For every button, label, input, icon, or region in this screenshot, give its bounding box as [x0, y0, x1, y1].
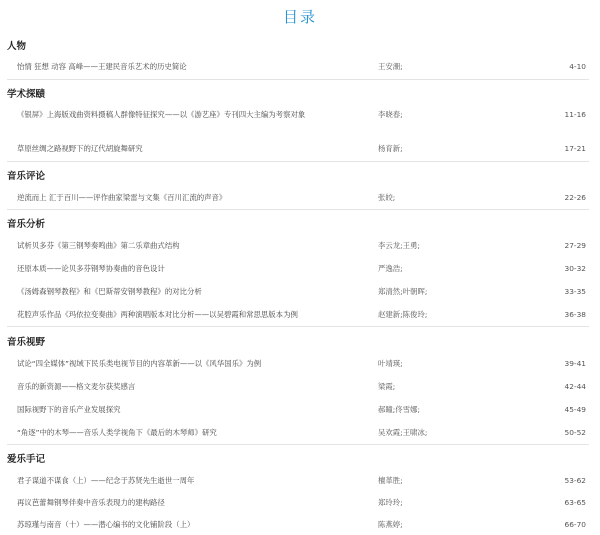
entry-title[interactable]: 还原本质——论贝多芬钢琴协奏曲的音色设计 [17, 264, 165, 273]
entry-title[interactable]: 逆流而上 汇于百川——评作曲家梁雷与文集《百川汇流的声音》 [17, 193, 227, 202]
entry-author: 梁霞; [378, 382, 396, 391]
entry-pages: 63-65 [564, 498, 586, 507]
section-heading: 学术探赜 [7, 89, 46, 100]
section-heading: 音乐分析 [7, 219, 46, 230]
entry-pages: 30-32 [564, 264, 586, 273]
entry-author: 叶靖瑛; [378, 359, 403, 368]
entry-pages: 4-10 [569, 62, 586, 71]
entry-author: 李云龙;王勇; [378, 241, 420, 250]
entry-author: 郑清然;叶朝晖; [378, 287, 428, 296]
entry-pages: 17-21 [564, 144, 586, 153]
entry-title[interactable]: 音乐的新资源——格文麦尔获奖感言 [17, 382, 136, 391]
entry-author: 赵建新;陈俊玲; [378, 310, 428, 319]
section-heading: 音乐视野 [7, 337, 46, 348]
divider [7, 161, 589, 162]
entry-author: 郑玲玲; [378, 498, 403, 507]
entry-title[interactable]: 君子谋道不谋食（上）——纪念于苏贤先生逝世一周年 [17, 476, 195, 485]
entry-pages: 36-38 [564, 310, 586, 319]
section-heading: 爱乐手记 [7, 454, 46, 465]
entry-title[interactable]: 试析贝多芬《第三钢琴奏鸣曲》第二乐章曲式结构 [17, 241, 180, 250]
entry-pages: 42-44 [564, 382, 586, 391]
entry-pages: 33-35 [564, 287, 586, 296]
divider [7, 326, 589, 327]
entry-title[interactable]: 《银屏》上海版戏曲资料摄稿人群像特征探究——以《游艺座》专刊四大主编为考察对象 [17, 110, 306, 119]
entry-title[interactable]: 试论“四全媒体”视域下民乐类电视节目的内容革新——以《风华国乐》为例 [17, 359, 262, 368]
entry-pages: 39-41 [564, 359, 586, 368]
entry-pages: 27-29 [564, 241, 586, 250]
entry-author: 檀革胜; [378, 476, 403, 485]
entry-title[interactable]: 再议芭蕾舞钢琴伴奏中音乐表现力的建构路径 [17, 498, 165, 507]
entry-pages: 45-49 [564, 405, 586, 414]
entry-author: 陈燕婷; [378, 520, 403, 529]
entry-title[interactable]: 《汤姆森钢琴教程》和《巴斯蒂安钢琴教程》的对比分析 [17, 287, 202, 296]
entry-author: 张皎; [378, 193, 396, 202]
entry-author: 杨育新; [378, 144, 403, 153]
divider [7, 444, 589, 445]
entry-author: 吴欢霞;王啸冰; [378, 428, 428, 437]
entry-author: 王安潮; [378, 62, 403, 71]
entry-pages: 22-26 [564, 193, 586, 202]
divider [7, 79, 589, 80]
entry-title[interactable]: 国际视野下的音乐产业发展探究 [17, 405, 121, 414]
entry-author: 郝瞳;佟雪娜; [378, 405, 420, 414]
section-heading: 人物 [7, 41, 27, 52]
entry-author: 严逸浩; [378, 264, 403, 273]
divider [7, 209, 589, 210]
entry-title[interactable]: 怡情 狂想 动容 高峰——王建民音乐艺术的历史简论 [17, 62, 187, 71]
section-heading: 音乐评论 [7, 171, 46, 182]
entry-title[interactable]: 草原丝绸之路视野下的辽代胡旋舞研究 [17, 144, 143, 153]
entry-title[interactable]: 苏琼瑾与南音（十）——潜心编书的文化铺阶段（上） [17, 520, 195, 529]
entry-pages: 11-16 [564, 110, 586, 119]
entry-author: 李晓春; [378, 110, 403, 119]
entry-title[interactable]: “角逐”中的木琴——音乐人类学视角下《最后的木琴师》研究 [17, 428, 217, 437]
entry-pages: 50-52 [564, 428, 586, 437]
entry-title[interactable]: 花腔声乐作品《玛依拉变奏曲》两种演唱版本对比分析——以吴碧霞和常思思版本为例 [17, 310, 298, 319]
toc-title: 目录 [282, 8, 317, 26]
entry-pages: 66-70 [564, 520, 586, 529]
entry-pages: 53-62 [564, 476, 586, 485]
